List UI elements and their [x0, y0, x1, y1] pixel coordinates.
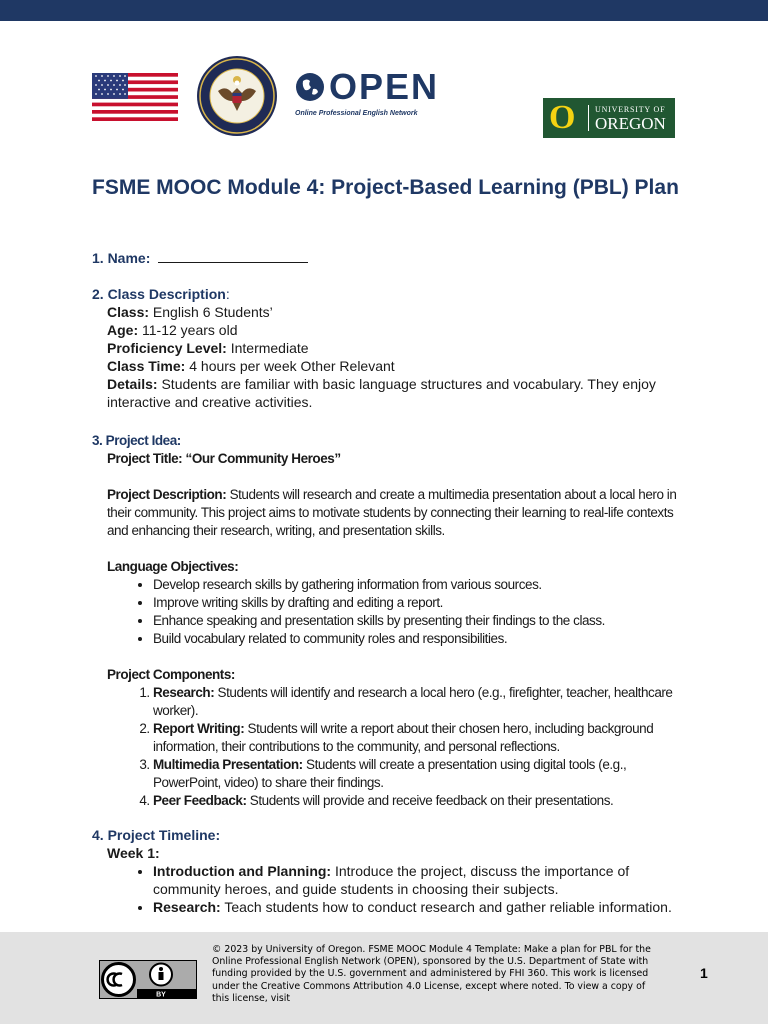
details-label: Details: — [107, 376, 158, 392]
objectives-list — [107, 576, 682, 648]
project-title-line — [107, 450, 682, 468]
uo-small-text: UNIVERSITY OF — [595, 105, 666, 114]
component-label: Report Writing: — [153, 721, 245, 736]
project-idea-title: 3. Project Idea: — [92, 433, 181, 448]
component-label: Multimedia Presentation: — [153, 757, 303, 772]
week-label-line — [107, 844, 682, 862]
state-department-seal-icon — [196, 55, 278, 137]
top-bar — [0, 0, 768, 21]
component-label: Research: — [153, 685, 215, 700]
components-heading — [107, 666, 682, 684]
open-wordmark: OPEN — [329, 66, 440, 107]
components-list — [107, 684, 682, 810]
objectives-heading — [107, 558, 682, 576]
globe-icon — [295, 72, 325, 102]
class-description-body — [107, 303, 682, 411]
project-idea-heading — [92, 432, 181, 450]
class-value: English 6 Students’ — [149, 304, 273, 320]
time-label: Class Time: — [107, 358, 186, 374]
project-description-text: Students will research and create a multimedia presentation about a local hero in their community. This project aims to motivate students by connecting their learning to real-life contexts and enhancing their research, writing, and presentation skills. — [107, 487, 677, 538]
timeline-item-label: Introduction and Planning: — [153, 863, 332, 879]
level-line — [107, 339, 682, 357]
age-line — [107, 321, 682, 339]
list-item — [153, 684, 682, 720]
class-description-title: 2. Class Description — [92, 286, 226, 302]
open-logo — [295, 66, 440, 122]
age-value: 11-12 years old — [138, 322, 238, 338]
list-item — [153, 720, 682, 756]
name-section — [92, 248, 308, 267]
details-value: Students are familiar with basic language structures and vocabulary. They enjoy interactive and creative activities. — [107, 376, 656, 410]
creative-commons-by-icon[interactable] — [99, 960, 197, 999]
time-line — [107, 357, 682, 375]
time-value: 4 hours per week Other Relevant — [185, 358, 395, 374]
license-text: © 2023 by University of Oregon. FSME MOOC Module 4 Template: Make a plan for PBL for the Online Professional English Network (OPEN), sponsored by the U.S. Department of State with funding provided by the U.S. government and administered by FHI 360. This work is licensed under the Creative Commons Attribution 4.0 License, except where noted. To view a copy of this license, visit — [212, 944, 651, 1004]
timeline-item-text: Introduce the project, discuss the importance of community heroes, and guide students in choosing their subjects. — [153, 863, 630, 897]
name-label: 1. Name: — [92, 250, 151, 266]
uo-divider — [588, 105, 589, 131]
project-idea-body — [107, 450, 682, 810]
cc-by-label: BY — [156, 991, 166, 999]
name-field[interactable] — [158, 248, 308, 263]
project-description-label: Project Description: — [107, 487, 227, 502]
level-label: Proficiency Level: — [107, 340, 227, 356]
project-title: Project Title: “Our Community Heroes” — [107, 451, 341, 466]
list-item — [153, 898, 682, 916]
component-label: Peer Feedback: — [153, 793, 247, 808]
objectives-title: Language Objectives: — [107, 559, 239, 574]
timeline-title: 4. Project Timeline: — [92, 827, 221, 843]
timeline-item-text: Teach students how to conduct research and gather reliable information. — [220, 899, 672, 915]
us-flag-icon — [92, 73, 178, 121]
level-value: Intermediate — [226, 340, 309, 356]
open-subtitle: Online Professional English Network — [295, 110, 418, 117]
uo-o-letter: O — [549, 99, 576, 136]
list-item: • Improve writing skills by drafting and editing a report. — [153, 594, 682, 612]
page-footer — [0, 932, 768, 1024]
university-of-oregon-logo — [543, 98, 675, 138]
list-item: • Enhance speaking and presentation skills by presenting their findings to the class. — [153, 612, 682, 630]
list-item: • Develop research skills by gathering information from various sources. — [153, 576, 682, 594]
page-title: FSME MOOC Module 4: Project-Based Learning (PBL) Plan — [92, 176, 679, 199]
class-line — [107, 303, 682, 321]
timeline-list — [107, 862, 682, 916]
project-description — [107, 486, 682, 540]
component-text: Students will create a presentation using digital tools (e.g., PowerPoint, video) to share their findings. — [153, 757, 627, 790]
component-text: Students will identify and research a local hero (e.g., firefighter, teacher, healthcare worker). — [153, 685, 673, 718]
age-label: Age: — [107, 322, 139, 338]
details-line — [107, 375, 682, 411]
class-label: Class: — [107, 304, 150, 320]
uo-big-text: OREGON — [595, 114, 666, 133]
week-label: Week 1: — [107, 845, 160, 861]
class-description-colon: : — [225, 286, 230, 302]
list-item: • Build vocabulary related to community roles and responsibilities. — [153, 630, 682, 648]
component-text: Students will write a report about their chosen hero, including background information, their contributions to the community, and personal reflections. — [153, 721, 654, 754]
list-item — [153, 792, 682, 810]
list-item — [153, 756, 682, 792]
component-text: Students will provide and receive feedback on their presentations. — [246, 793, 614, 808]
page-number: 1 — [700, 965, 708, 981]
list-item — [153, 862, 682, 898]
timeline-heading — [92, 826, 220, 844]
timeline-body — [107, 844, 682, 916]
class-description-heading — [92, 285, 230, 303]
timeline-item-label: Research: — [153, 899, 221, 915]
components-title: Project Components: — [107, 667, 235, 682]
